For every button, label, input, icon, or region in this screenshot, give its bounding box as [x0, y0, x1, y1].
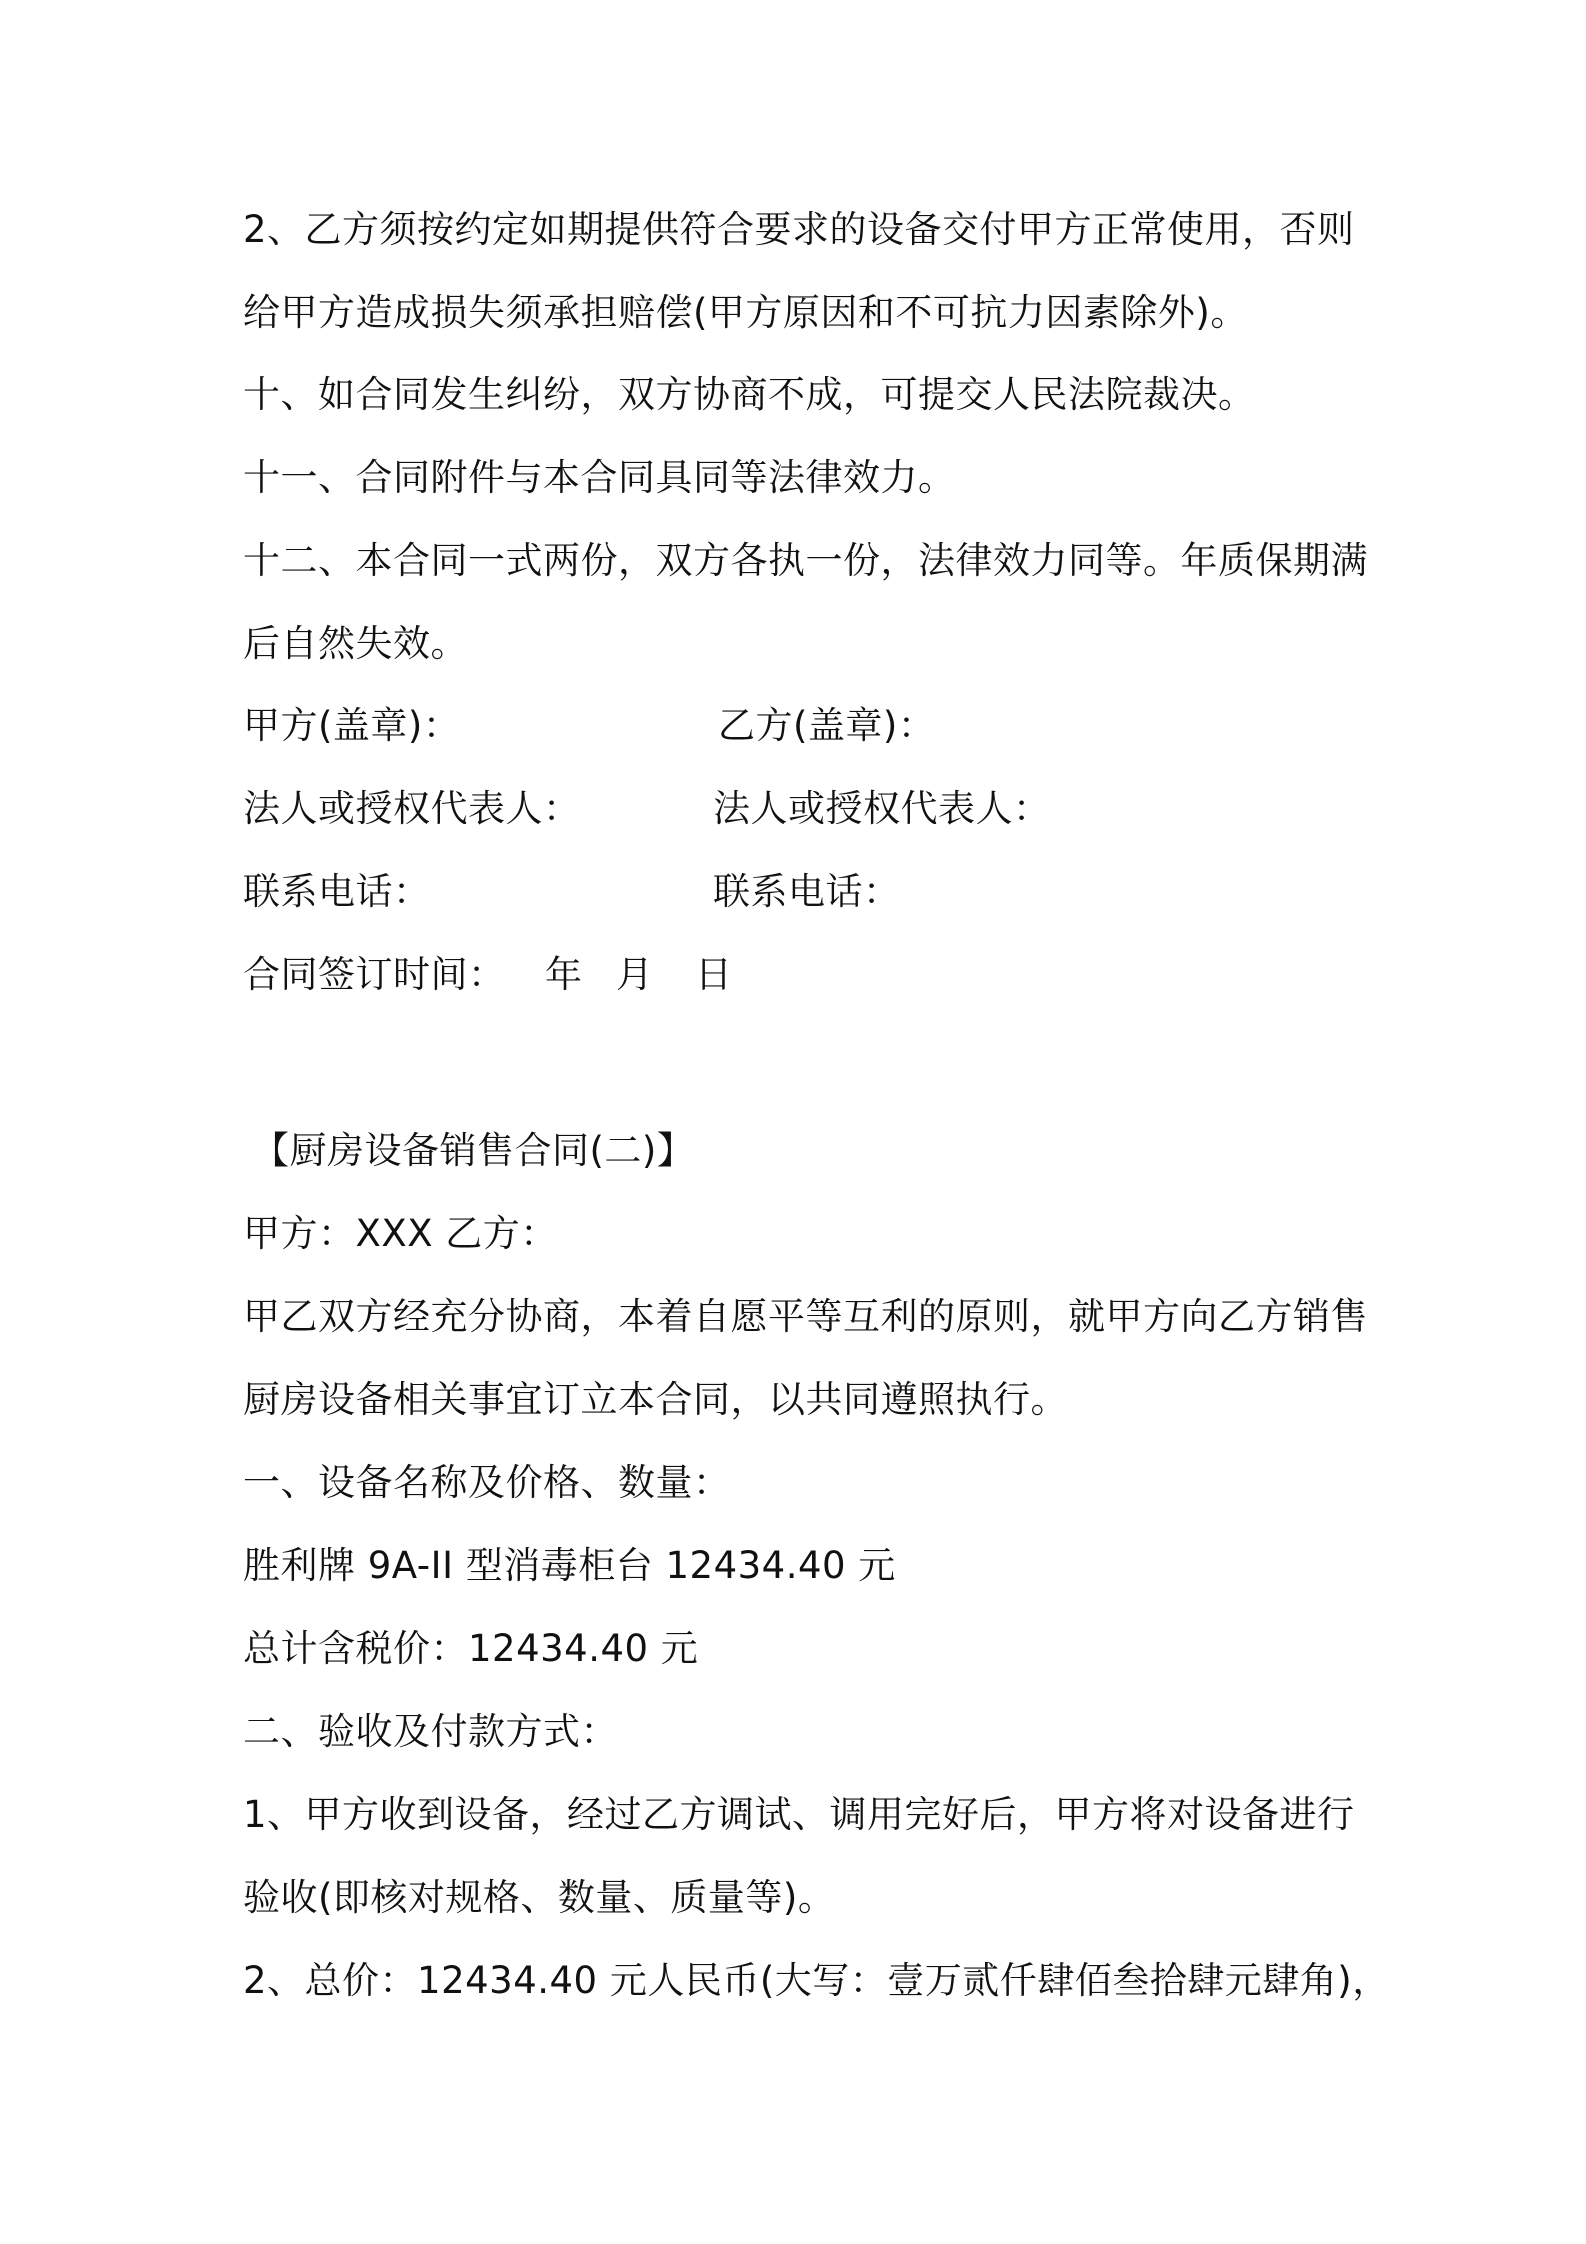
section-heading: 一、设备名称及价格、数量：: [243, 1461, 731, 1504]
paragraph-line: 1、甲方收到设备，经过乙方调试、调用完好后，甲方将对设备进行: [243, 1793, 1355, 1836]
total-price: 总计含税价：12434.40 元: [243, 1627, 699, 1670]
sign-date-label: 合同签订时间：: [243, 953, 506, 996]
paragraph-line: 厨房设备相关事宜订立本合同，以共同遵照执行。: [243, 1378, 1068, 1421]
contract-parties: 甲方：XXX 乙方：: [243, 1212, 558, 1255]
sign-date-day: 日: [695, 953, 733, 996]
paragraph-line: 2、乙方须按约定如期提供符合要求的设备交付甲方正常使用，否则: [243, 208, 1355, 251]
paragraph-line: 十一、合同附件与本合同具同等法律效力。: [243, 456, 956, 499]
paragraph-line: 验收(即核对规格、数量、质量等)。: [243, 1876, 836, 1919]
paragraph-line: 十、如合同发生纠纷，双方协商不成，可提交人民法院裁决。: [243, 373, 1256, 416]
section-heading: 二、验收及付款方式：: [243, 1710, 618, 1753]
party-b-phone-label: 联系电话：: [713, 870, 901, 913]
party-a-seal-label: 甲方(盖章)：: [243, 704, 461, 747]
paragraph-line: 2、总价：12434.40 元人民币(大写：壹万贰仟肆佰叁拾肆元肆角)，: [243, 1959, 1390, 2002]
party-a-phone-label: 联系电话：: [243, 870, 431, 913]
sign-date-year: 年: [545, 953, 583, 996]
paragraph-line: 甲乙双方经充分协商，本着自愿平等互利的原则，就甲方向乙方销售: [243, 1295, 1368, 1338]
signature-row-rep: [243, 784, 1051, 834]
signature-row-phone: [243, 867, 901, 917]
sign-date-month: 月: [616, 953, 654, 996]
paragraph-line: 十二、本合同一式两份，双方各执一份，法律效力同等。年质保期满: [243, 539, 1368, 582]
paragraph-line: 后自然失效。: [243, 622, 468, 665]
contract-title: 【厨房设备销售合同(二)】: [252, 1129, 695, 1172]
signature-row-seal: [243, 701, 936, 751]
sign-date-row: [243, 950, 733, 1000]
equipment-item: 胜利牌 9A-II 型消毒柜台 12434.40 元: [243, 1544, 896, 1587]
paragraph-line: 给甲方造成损失须承担赔偿(甲方原因和不可抗力因素除外)。: [243, 291, 1248, 334]
party-a-rep-label: 法人或授权代表人：: [243, 787, 581, 830]
party-b-seal-label: 乙方(盖章)：: [718, 704, 936, 747]
party-b-rep-label: 法人或授权代表人：: [713, 787, 1051, 830]
